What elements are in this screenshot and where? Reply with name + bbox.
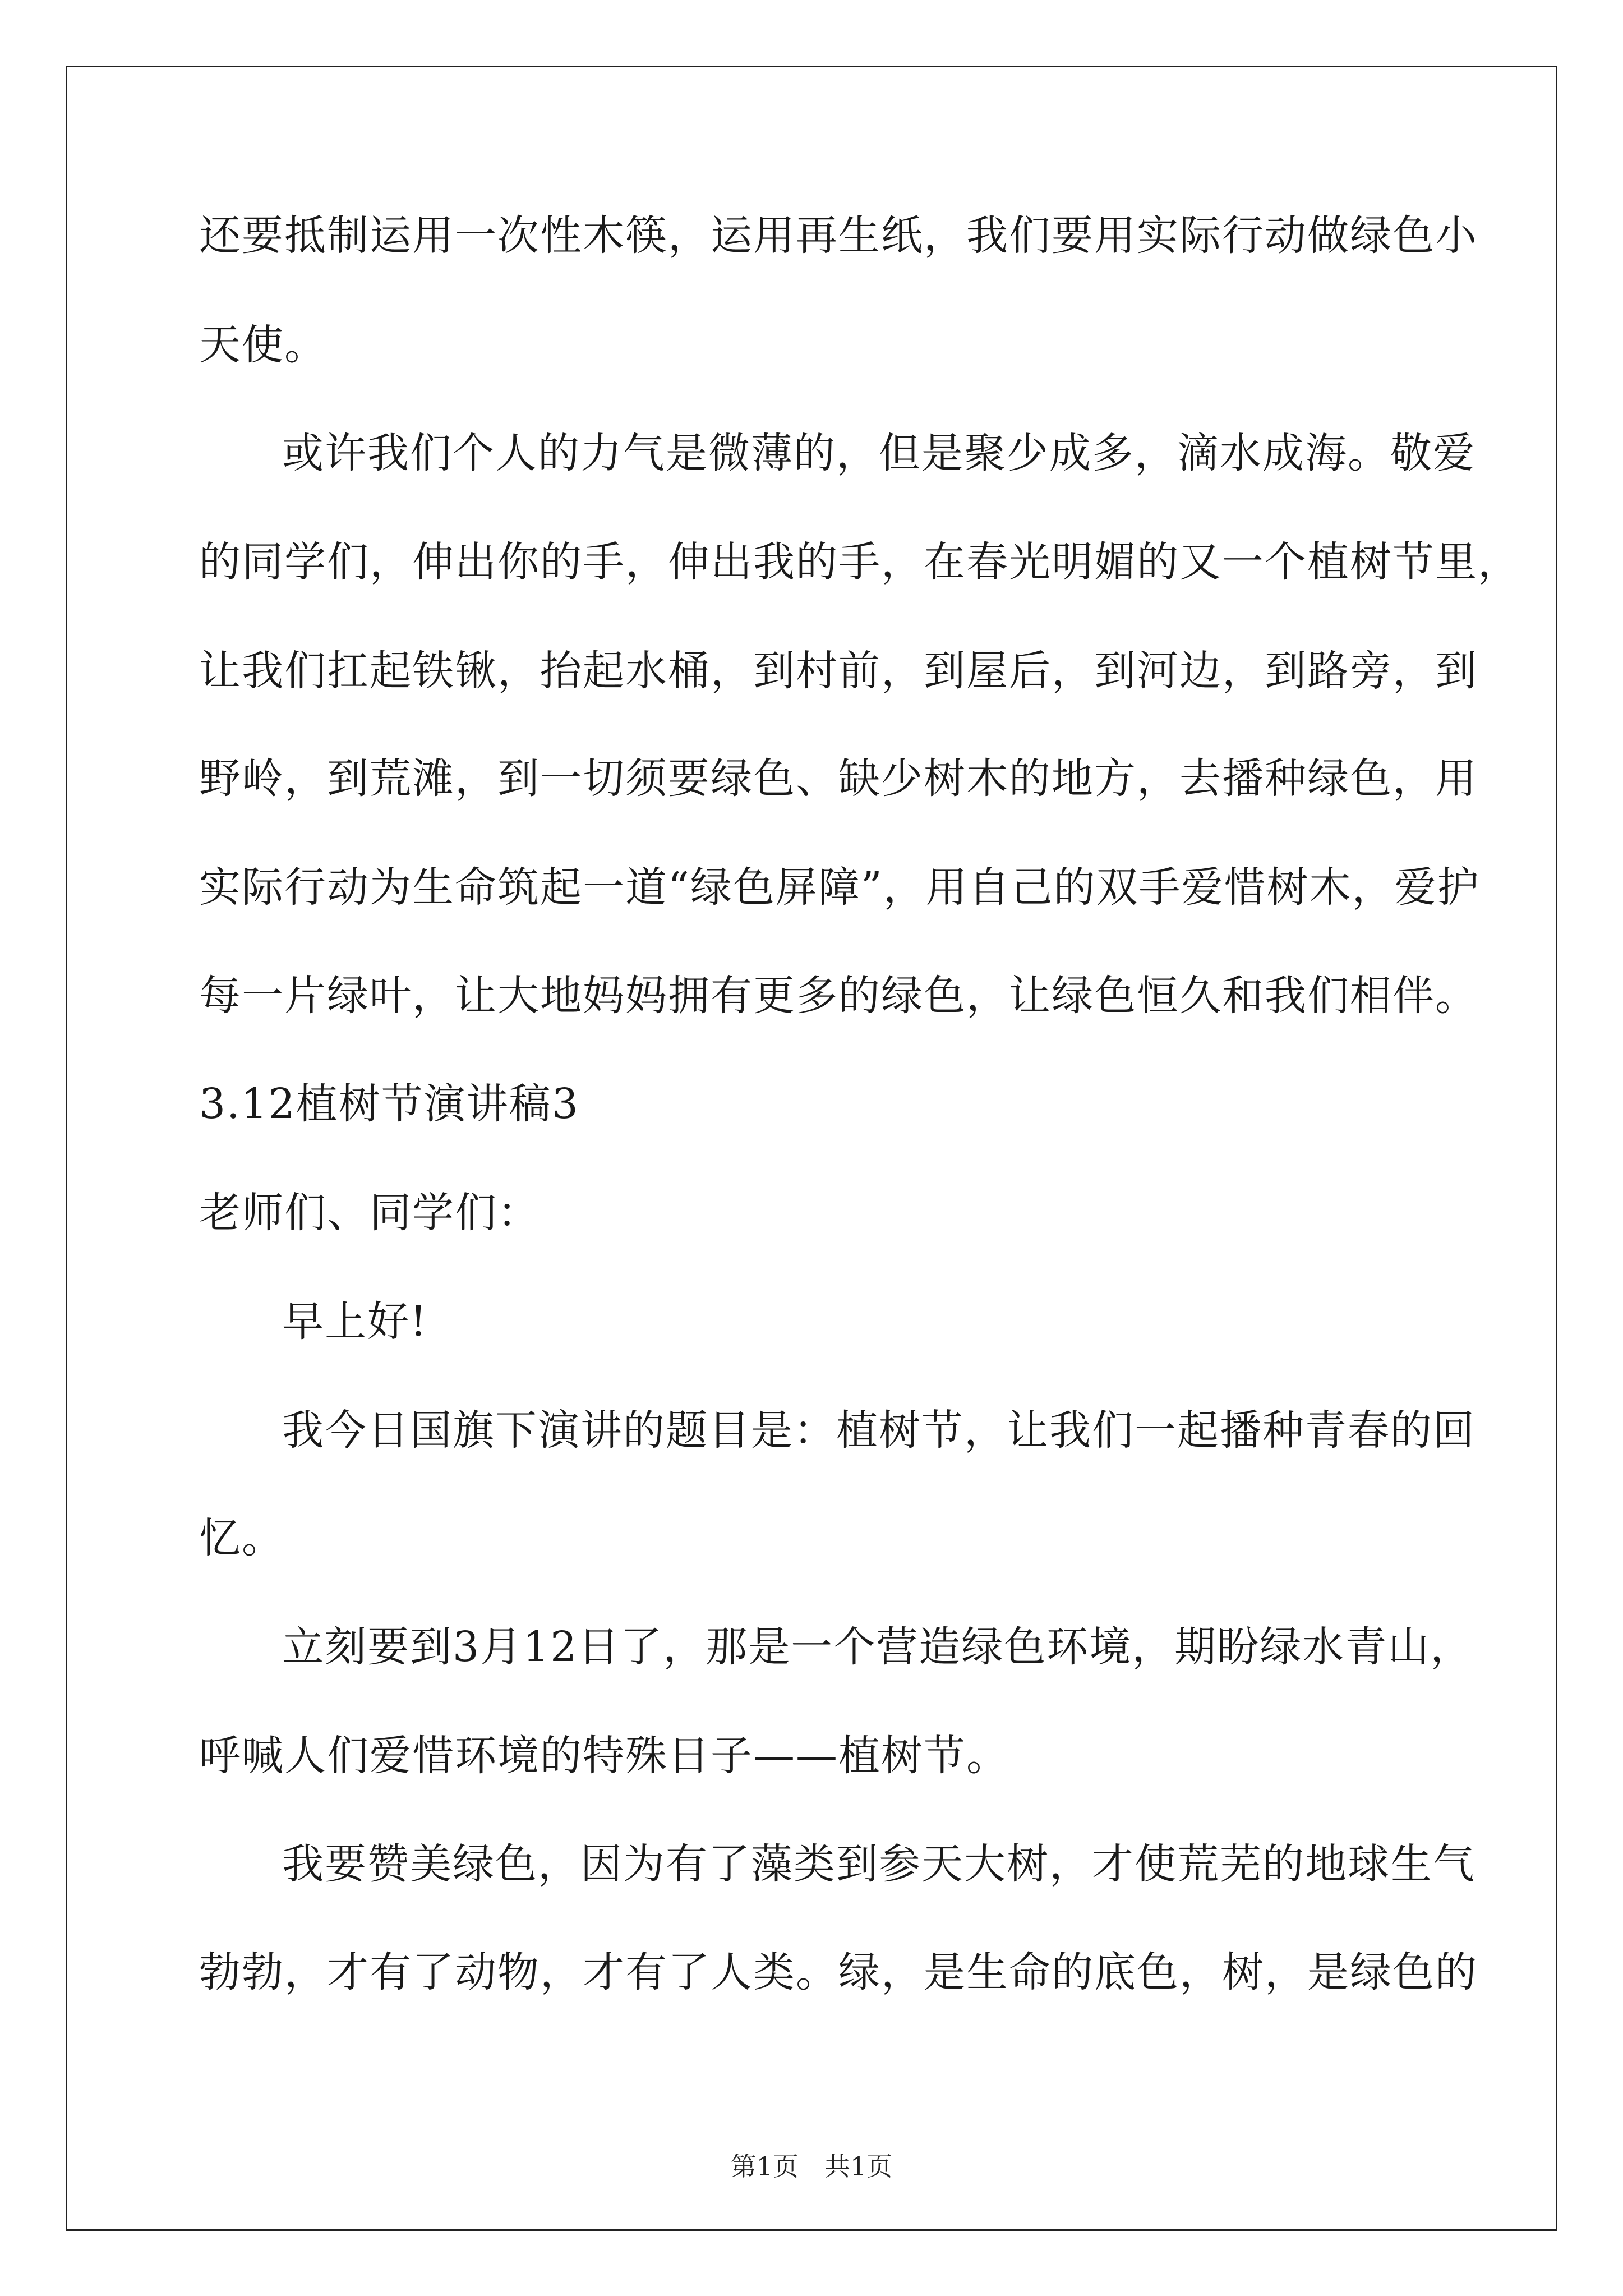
paragraph-line: 勃勃，才有了动物，才有了人类。绿，是生命的底色，树，是绿色的 bbox=[199, 1948, 1478, 1996]
greeting: 早上好! bbox=[282, 1297, 428, 1346]
paragraph-line: 忆。 bbox=[199, 1514, 284, 1562]
section-heading: 3.12植树节演讲稿3 bbox=[199, 1080, 579, 1128]
page-border bbox=[66, 66, 1557, 2231]
salutation: 老师们、同学们： bbox=[199, 1189, 540, 1237]
paragraph-line: 还要抵制运用一次性木筷，运用再生纸，我们要用实际行动做绿色小 bbox=[199, 211, 1478, 260]
page-number-footer: 第1页 共1页 bbox=[730, 2151, 893, 2182]
paragraph-line: 野岭，到荒滩，到一切须要绿色、缺少树木的地方，去播种绿色，用 bbox=[199, 754, 1478, 803]
paragraph-line: 立刻要到3月12日了，那是一个营造绿色环境，期盼绿水青山， bbox=[282, 1623, 1473, 1671]
paragraph-line: 每一片绿叶，让大地妈妈拥有更多的绿色，让绿色恒久和我们相伴。 bbox=[199, 972, 1478, 1020]
paragraph-line: 我今日国旗下演讲的题目是：植树节，让我们一起播种青春的回 bbox=[282, 1406, 1476, 1455]
paragraph-line: 我要赞美绿色，因为有了藻类到参天大树，才使荒芜的地球生气 bbox=[282, 1840, 1476, 1888]
paragraph-line: 实际行动为生命筑起一道“绿色屏障”，用自己的双手爱惜树木，爱护 bbox=[199, 863, 1480, 912]
paragraph-line: 呼喊人们爱惜环境的特殊日子——植树节。 bbox=[199, 1732, 1009, 1780]
paragraph-line: 或许我们个人的力气是微薄的，但是聚少成多，滴水成海。敬爱 bbox=[282, 429, 1476, 477]
paragraph-line: 的同学们，伸出你的手，伸出我的手，在春光明媚的又一个植树节里， bbox=[199, 538, 1520, 586]
paragraph-line: 天使。 bbox=[199, 321, 327, 369]
paragraph-line: 让我们扛起铁锹，抬起水桶，到村前，到屋后，到河边，到路旁，到 bbox=[199, 647, 1478, 695]
